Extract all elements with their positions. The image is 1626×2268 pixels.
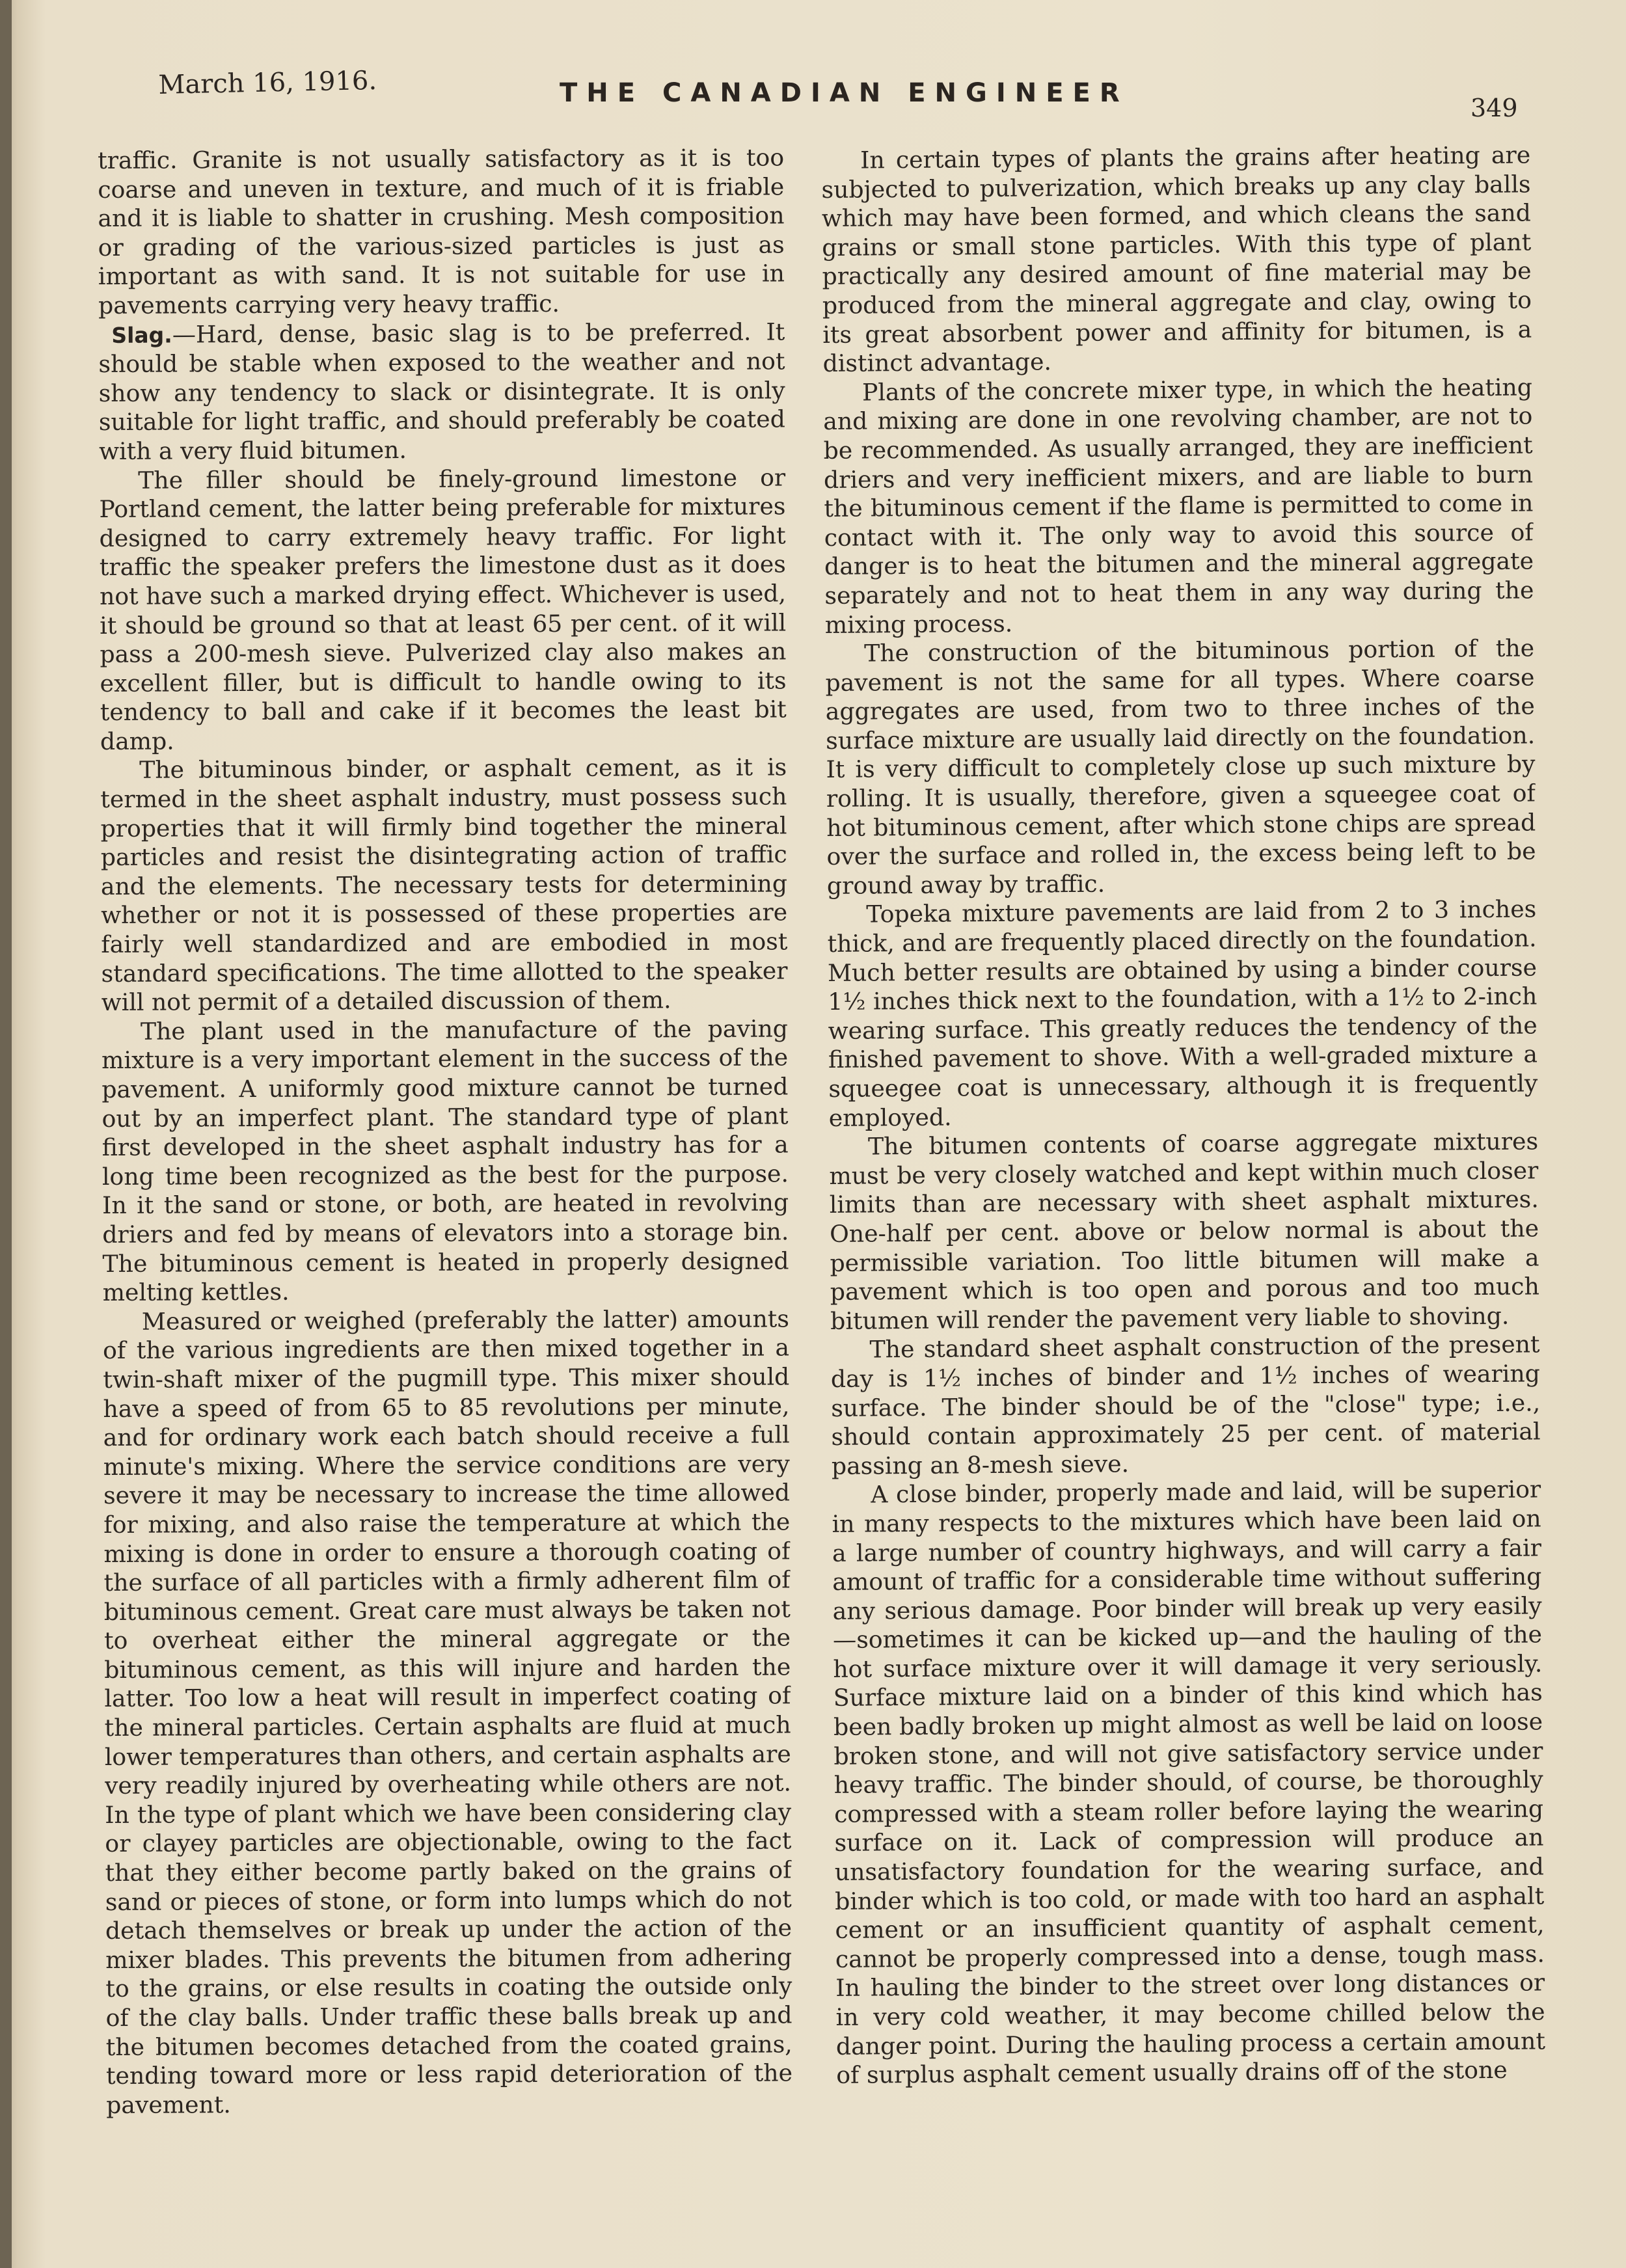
paragraph-construction: The construction of the bituminous portion of the pavement is not the same for all types. Where coarse aggregates are used, from two to three inches of the surface mixture are usually laid directly on the foundation. It is very difficult to completely close up such mixture by rolling. It is usually, therefore, given a squeegee coat of hot bituminous cement, after which stone chips are spread over the surface and rolled in, the excess being left to be ground away by traffic. [825,634,1536,900]
page-number: 349 [1470,94,1518,122]
paragraph-slag [98,317,785,466]
slag-text: —Hard, dense, basic slag is to be preferred. It should be stable when exposed to the weather and not show any tendency to slack or disintegrate. It is only suitable for light traffic, and should preferably be coated with a very fluid bitumen. [98,317,785,465]
paragraph-mixing: Measured or weighed (preferably the latter) amounts of the various ingredients are then mixed together in a twin-shaft mixer of the pugmill type. This mixer should have a speed of from 65 to 85 revolutions per minute, and for ordinary work each batch should receive a full minute's mixing. Where the service conditions are very severe it may be necessary to increase the time allowed for mixing, and also raise the temperature at which the mixing is done in order to ensure a thorough coating of the surface of all particles with a firmly adherent film of bituminous cement. Great care must always be taken not to overheat either the mineral aggregate or the bituminous cement, as this will injure and harden the latter. Too low a heat will result in imperfect coating of the mineral particles. Certain asphalts are fluid at much lower temperatures than others, and certain asphalts are very readily injured by overheating while others are not. In the type of plant which we have been considering clay or clayey particles are objectionable, owing to the fact that they either become partly baked on the grains of sand or pieces of stone, or form into lumps which do not detach themselves or break up under the action of the mixer blades. This prevents the bitumen from adhering to the grains, or else results in coating the outside only of the clay balls. Under traffic these balls break up and the bitumen becomes detached from the coated grains, tending toward more or less rapid deterioration of the pavement. [102,1304,793,2119]
issue-date: March 16, 1916. [158,65,377,100]
running-header [0,65,1626,124]
paragraph-bitumen-contents: The bitumen contents of coarse aggregate mixtures must be very closely watched and kept within much closer limits than are necessary with sheet asphalt mixtures. One-half per cent. above or below normal is about the permissible variation. Too little bitumen will make a pavement which is too open and porous and too much bitumen will render the pavement very liable to shoving. [829,1127,1539,1335]
paragraph-pulverization: In certain types of plants the grains after heating are subjected to pulverization, which breaks up any clay balls which may have been formed, and which cleans the sand grains or small stone particles. With this type of plant practically any desired amount of fine material may be produced from the mineral aggregate and clay, owing to its great absorbent power and affinity for bitumen, is a distinct advantage. [821,141,1532,378]
paragraph-topeka: Topeka mixture pavements are laid from 2 to 3 inches thick, and are frequently placed directly on the foundation. Much better results are obtained by using a binder course 1½ inches thick next to the foundation, with a 1½ to 2-inch wearing surface. This greatly reduces the tendency of the finished pavement to shove. With a well-graded mixture a squeegee coat is unnecessary, although it is frequently employed. [827,895,1538,1132]
right-column [821,141,1546,2143]
slag-heading: Slag. [111,322,172,348]
paragraph-binder: The bituminous binder, or asphalt cement, as it is termed in the sheet asphalt industry, must possess such properties that it will firmly bind together the mineral particles and resist the disintegrating action of traffic and the elements. The necessary tests for determining whether or not it is possessed of these properties are fairly well standardized and are embodied in most standard specifications. The time allotted to the speaker will not permit of a detailed discussion of them. [100,753,788,1017]
paragraph-close-binder: A close binder, properly made and laid, will be superior in many respects to the mixtures which have been laid on a large number of country highways, and will carry a fair amount of traffic for a considerable time without suffering any serious damage. Poor binder will break up very easily—sometimes it can be kicked up—and the hauling of the hot surface mixture over it will damage it very seriously. Surface mixture laid on a binder of this kind which has been badly broken up might almost as well be laid on loose broken stone, and will not give satisfactory service under heavy traffic. The binder should, of course, be thoroughly compressed with a steam roller before laying the wearing surface on it. Lack of compression will produce an unsatisfactory foundation for the wearing surface, and binder which is too cold, or made with too hard an asphalt cement or an insufficient quantity of asphalt cement, cannot be properly compressed into a dense, tough mass. In hauling the binder to the street over long distances or in very cold weather, it may become chilled below the danger point. During the hauling process a certain amount of surplus asphalt cement usually drains off of the stone [832,1475,1546,2090]
journal-title: THE CANADIAN ENGINEER [560,78,1129,108]
paragraph-concrete-mixer: Plants of the concrete mixer type, in which the heating and mixing are done in one revolving chamber, are not to be recommended. As usually arranged, they are inefficient driers and very inefficient mixers, and are liable to burn the bituminous cement if the flame is permitted to come in contact with it. The only way to avoid this source of danger is to heat the bitumen and the mineral aggregate separately and not to heat them in any way during the mixing process. [823,373,1534,639]
paragraph-standard-construction: The standard sheet asphalt construction of the present day is 1½ inches of binder and 1½ inches of wearing surface. The binder should be of the "close" type; i.e., should contain approximately 25 per cent. of material passing an 8-mesh sieve. [830,1330,1541,1480]
left-column [98,143,793,2144]
paragraph-granite: traffic. Granite is not usually satisfactory as it is too coarse and uneven in texture, and much of it is friable and it is liable to shatter in crushing. Mesh composition or grading of the various-sized particles is just as important as with sand. It is not suitable for use in pavements carrying very heavy traffic. [98,143,785,319]
binding-edge [0,0,12,2268]
paragraph-plant: The plant used in the manufacture of the paving mixture is a very important element in the success of the pavement. A uniformly good mixture cannot be turned out by an imperfect plant. The standard type of plant first developed in the sheet asphalt industry has for a long time been recognized as the best for the purpose. In it the sand or stone, or both, are heated in revolving driers and fed by means of elevators into a storage bin. The bituminous cement is heated in properly designed melting kettles. [102,1014,789,1307]
paragraph-filler: The filler should be finely-ground limestone or Portland cement, the latter being preferable for mixtures designed to carry extremely heavy traffic. For light traffic the speaker prefers the limestone dust as it does not have such a marked drying effect. Whichever is used, it should be ground so that at least 65 per cent. of it will pass a 200-mesh sieve. Pulverized clay also makes an excellent filler, but is difficult to handle owing to its tendency to ball and cake if it becomes the least bit damp. [99,463,787,755]
